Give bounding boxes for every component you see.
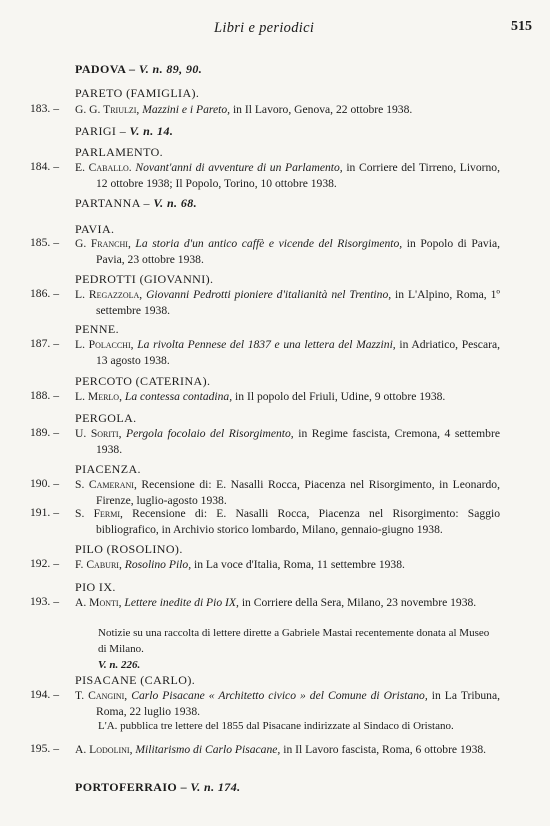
subject-heading xyxy=(75,322,119,337)
subject-heading xyxy=(75,124,173,139)
bibliography-entry xyxy=(30,506,500,538)
entry-publication: in Popolo di Pavia, Pavia, 23 ottobre 1938. xyxy=(96,237,500,266)
heading-text: PARETO (FAMIGLIA). xyxy=(75,86,200,100)
note-text: L'A. pubblica tre lettere del 1855 dal Pisacane indirizzate al Sindaco di Oristano. xyxy=(98,720,454,732)
entry-publication: in Il Lavoro, Genova, 22 ottobre 1938. xyxy=(232,103,413,116)
heading-text: PERCOTO (CATERINA). xyxy=(75,374,211,388)
entry-title: Lettere inedite di Pio IX, xyxy=(124,596,239,609)
entry-number: 185. – xyxy=(30,236,59,249)
heading-text: PIACENZA. xyxy=(75,462,141,476)
subject-heading xyxy=(75,86,199,101)
entry-author: G. Franchi, xyxy=(75,237,131,250)
bibliography-entry xyxy=(30,426,500,458)
page-number: 515 xyxy=(511,19,532,34)
entry-author: A. Monti, xyxy=(75,596,122,609)
entry-author: S. Camerani, xyxy=(75,478,137,491)
entry-author: G. G. Triulzi, xyxy=(75,103,140,116)
bibliography-entry xyxy=(30,236,500,268)
subject-heading xyxy=(75,145,163,160)
entry-publication: in Corriere del Tirreno, Livorno, 12 ottobre 1938; Il Popolo, Torino, 10 ottobre 1938. xyxy=(96,161,500,190)
entry-publication: Recensione di: E. Nasalli Rocca, Piacenza nel Risorgimento, in Leonardo, Firenze, luglio-agosto 1938. xyxy=(96,478,500,507)
cross-reference: V. n. 68. xyxy=(153,196,198,210)
subject-heading xyxy=(75,580,116,595)
bibliography-entry xyxy=(30,389,500,405)
heading-text: PIO IX. xyxy=(75,580,116,594)
entry-number: 193. – xyxy=(30,595,59,608)
entry-title: Pergola focolaio del Risorgimento, xyxy=(126,427,294,440)
heading-text: PARLAMENTO. xyxy=(75,145,164,159)
entry-title: Mazzini e i Pareto, xyxy=(142,103,231,116)
bibliography-entry xyxy=(30,287,500,319)
subject-heading xyxy=(75,542,183,557)
entry-body xyxy=(75,506,500,538)
entry-body xyxy=(75,236,500,268)
entry-body xyxy=(75,389,500,405)
cross-reference: V. n. 226. xyxy=(98,659,141,671)
entry-publication: in La Tribuna, Roma, 22 luglio 1938. xyxy=(96,689,501,718)
entry-title: La contessa contadina, xyxy=(124,390,233,403)
entry-number: 184. – xyxy=(30,160,59,173)
entry-number: 188. – xyxy=(30,389,59,402)
note-text: Notizie su una raccolta di lettere dirette a Gabriele Mastai recentemente donata al Museo di Milano. xyxy=(98,627,490,655)
heading-text: PARIGI – xyxy=(75,124,127,138)
heading-text: PARTANNA – xyxy=(75,196,150,210)
entry-publication: in Regime fascista, Cremona, 4 settembre 1938. xyxy=(96,427,500,456)
entry-publication: in Il popolo del Friuli, Udine, 9 ottobre 1938. xyxy=(235,390,446,403)
heading-text: PILO (ROSOLINO). xyxy=(75,542,183,556)
bibliography-entry xyxy=(30,595,500,611)
entry-number: 194. – xyxy=(30,688,59,701)
entry-author: U. Soriti, xyxy=(75,427,122,440)
subject-heading xyxy=(75,62,202,77)
entry-note xyxy=(98,625,498,673)
entry-number: 192. – xyxy=(30,557,59,570)
entry-note xyxy=(98,718,498,734)
heading-text: PAVIA. xyxy=(75,222,115,236)
entry-author: L. Polacchi, xyxy=(75,338,134,351)
entry-number: 189. – xyxy=(30,426,59,439)
entry-author: T. Cangini, xyxy=(75,689,128,702)
bibliography-entry xyxy=(30,557,500,573)
entry-body xyxy=(75,102,500,118)
entry-body xyxy=(75,477,500,509)
entry-number: 190. – xyxy=(30,477,59,490)
entry-publication: in L'Alpino, Roma, 1º settembre 1938. xyxy=(96,288,500,317)
running-title: Libri e periodici xyxy=(214,20,315,36)
entry-number: 187. – xyxy=(30,337,59,350)
entry-body xyxy=(75,688,500,720)
entry-author: L. Merlo, xyxy=(75,390,122,403)
entry-author: E. Caballo. xyxy=(75,161,132,174)
heading-text: PEDROTTI (GIOVANNI). xyxy=(75,272,214,286)
entry-body xyxy=(75,287,500,319)
bibliography-entry xyxy=(30,160,500,192)
bibliography-entry xyxy=(30,742,500,758)
heading-text: PADOVA – xyxy=(75,62,136,76)
subject-heading xyxy=(75,780,241,795)
bibliography-entry xyxy=(30,477,500,509)
entry-title: Novant'anni di avventure di un Parlamento, xyxy=(135,161,343,174)
entry-publication: Recensione di: E. Nasalli Rocca, Piacenza nel Risorgimento: Saggio bibliografico, in Archivio storico lombardo, Milano, gennaio-giugno 1938. xyxy=(96,507,501,536)
entry-body xyxy=(75,557,500,573)
entry-author: F. Caburi, xyxy=(75,558,122,571)
subject-heading xyxy=(75,462,141,477)
entry-number: 183. – xyxy=(30,102,59,115)
subject-heading xyxy=(75,673,195,688)
entry-body xyxy=(75,160,500,192)
entry-author: A. Lodolini, xyxy=(75,743,133,756)
cross-reference: V. n. 89, 90. xyxy=(138,62,203,76)
cross-reference: V. n. 14. xyxy=(129,124,174,138)
entry-title: Giovanni Pedrotti pioniere d'italianità nel Trentino, xyxy=(146,288,392,301)
subject-heading xyxy=(75,222,114,237)
entry-title: Militarismo di Carlo Pisacane, xyxy=(135,743,281,756)
subject-heading xyxy=(75,196,197,211)
entry-body xyxy=(75,426,500,458)
bibliography-entry xyxy=(30,337,500,369)
entry-title: Carlo Pisacane « Architetto civico » del Comune di Oristano, xyxy=(131,689,428,702)
entry-body xyxy=(75,742,500,758)
entry-author: S. Fermi, xyxy=(75,507,123,520)
page-header xyxy=(0,0,550,50)
entry-author: L. Regazzola, xyxy=(75,288,143,301)
heading-text: PERGOLA. xyxy=(75,411,137,425)
subject-heading xyxy=(75,272,213,287)
entry-title: La storia d'un antico caffè e vicende del Risorgimento, xyxy=(135,237,403,250)
entry-publication: in Il Lavoro fascista, Roma, 6 ottobre 1938. xyxy=(283,743,487,756)
subject-heading xyxy=(75,411,137,426)
entry-body xyxy=(75,337,500,369)
heading-text: PISACANE (CARLO). xyxy=(75,673,196,687)
entry-number: 191. – xyxy=(30,506,59,519)
entry-title: La rivolta Pennese del 1837 e una lettera del Mazzini, xyxy=(137,338,396,351)
cross-reference: V. n. 174. xyxy=(190,780,241,794)
heading-text: PENNE. xyxy=(75,322,120,336)
entry-title: Rosolino Pilo, xyxy=(124,558,192,571)
heading-text: PORTOFERRAIO – xyxy=(75,780,187,794)
entry-publication: in Adriatico, Pescara, 13 agosto 1938. xyxy=(96,338,501,367)
entry-publication: in La voce d'Italia, Roma, 11 settembre 1938. xyxy=(194,558,405,571)
entry-publication: in Corriere della Sera, Milano, 23 novembre 1938. xyxy=(241,596,477,609)
bibliography-entry xyxy=(30,102,500,118)
entry-number: 195. – xyxy=(30,742,59,755)
entry-body xyxy=(75,595,500,611)
entry-number: 186. – xyxy=(30,287,59,300)
bibliography-entry xyxy=(30,688,500,720)
subject-heading xyxy=(75,374,210,389)
